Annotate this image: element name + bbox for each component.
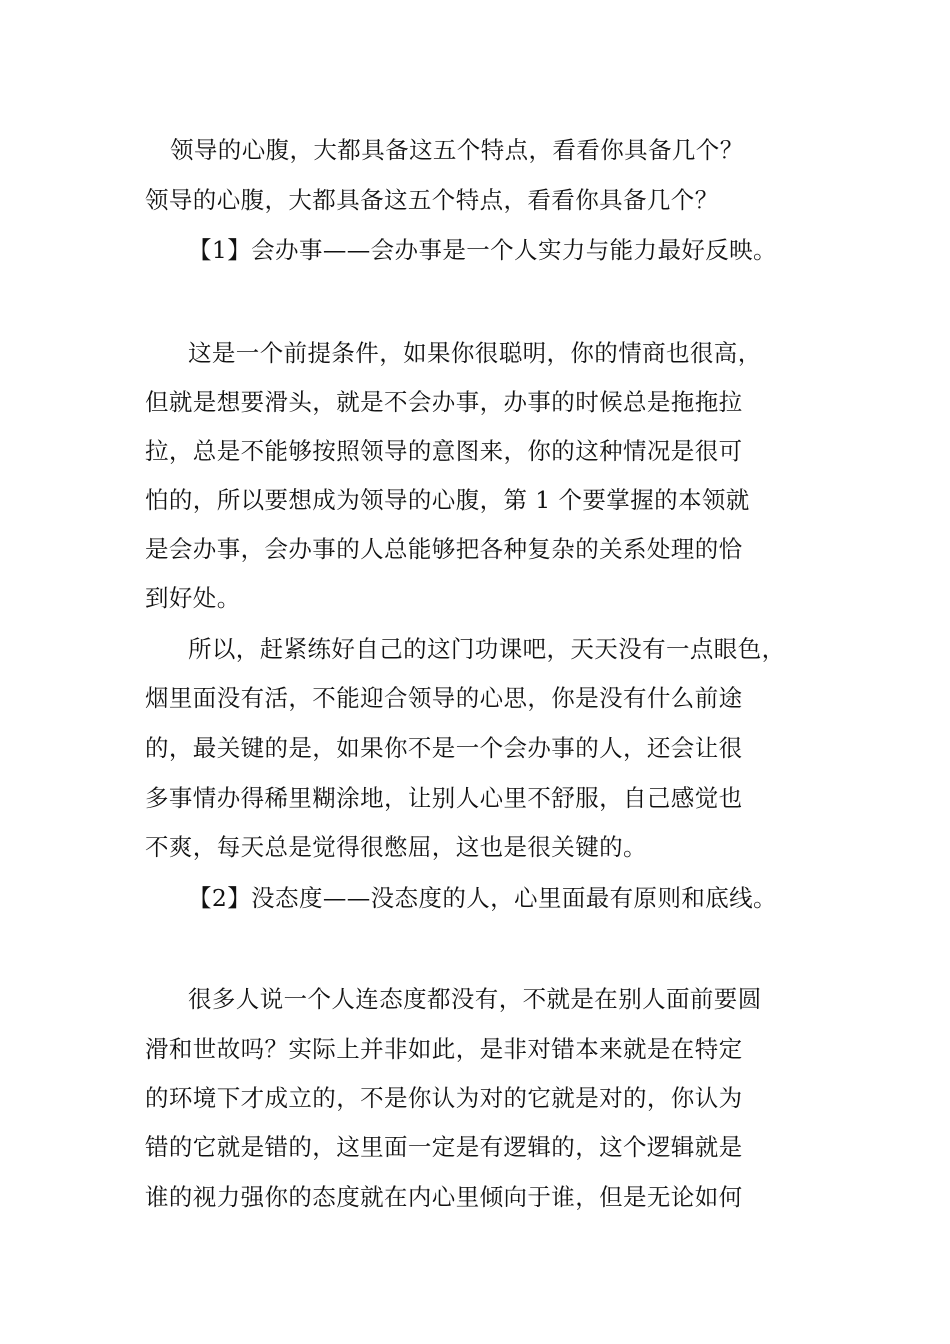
paragraph-line: 拉，总是不能够按照领导的意图来，你的这种情况是很可	[145, 437, 743, 465]
paragraph-line: 滑和世故吗？实际上并非如此，是非对错本来就是在特定	[145, 1035, 743, 1063]
paragraph-line: 所以，赶紧练好自己的这门功课吧，天天没有一点眼色，	[188, 635, 786, 663]
paragraph-line: 但就是想要滑头，就是不会办事，办事的时候总是拖拖拉	[145, 388, 743, 416]
paragraph-line: 错的它就是错的，这里面一定是有逻辑的，这个逻辑就是	[145, 1133, 743, 1161]
paragraph-line: 到好处。	[145, 584, 241, 612]
document-title: 领导的心腹，大都具备这五个特点，看看你具备几个？	[170, 136, 744, 164]
paragraph-line: 的，最关键的是，如果你不是一个会办事的人，还会让很	[145, 734, 743, 762]
paragraph-line: 不爽，每天总是觉得很憋屈，这也是很关键的。	[145, 833, 647, 861]
paragraph-line: 烟里面没有活，不能迎合领导的心思，你是没有什么前途	[145, 684, 743, 712]
paragraph-line: 这是一个前提条件，如果你很聪明，你的情商也很高，	[188, 339, 762, 367]
section-heading-1: 【1】会办事——会办事是一个人实力与能力最好反映。	[188, 236, 777, 264]
document-title-repeat: 领导的心腹，大都具备这五个特点，看看你具备几个？	[145, 186, 719, 214]
paragraph-line: 谁的视力强你的态度就在内心里倾向于谁，但是无论如何	[145, 1183, 743, 1211]
paragraph-line: 是会办事，会办事的人总能够把各种复杂的关系处理的恰	[145, 535, 743, 563]
paragraph-line: 很多人说一个人连态度都没有，不就是在别人面前要圆	[188, 985, 762, 1013]
section-heading-2: 【2】没态度——没态度的人，心里面最有原则和底线。	[188, 884, 777, 912]
paragraph-line: 多事情办得稀里糊涂地，让别人心里不舒服，自己感觉也	[145, 784, 743, 812]
paragraph-line: 怕的，所以要想成为领导的心腹，第 1 个要掌握的本领就	[145, 486, 750, 514]
paragraph-line: 的环境下才成立的，不是你认为对的它就是对的，你认为	[145, 1084, 743, 1112]
